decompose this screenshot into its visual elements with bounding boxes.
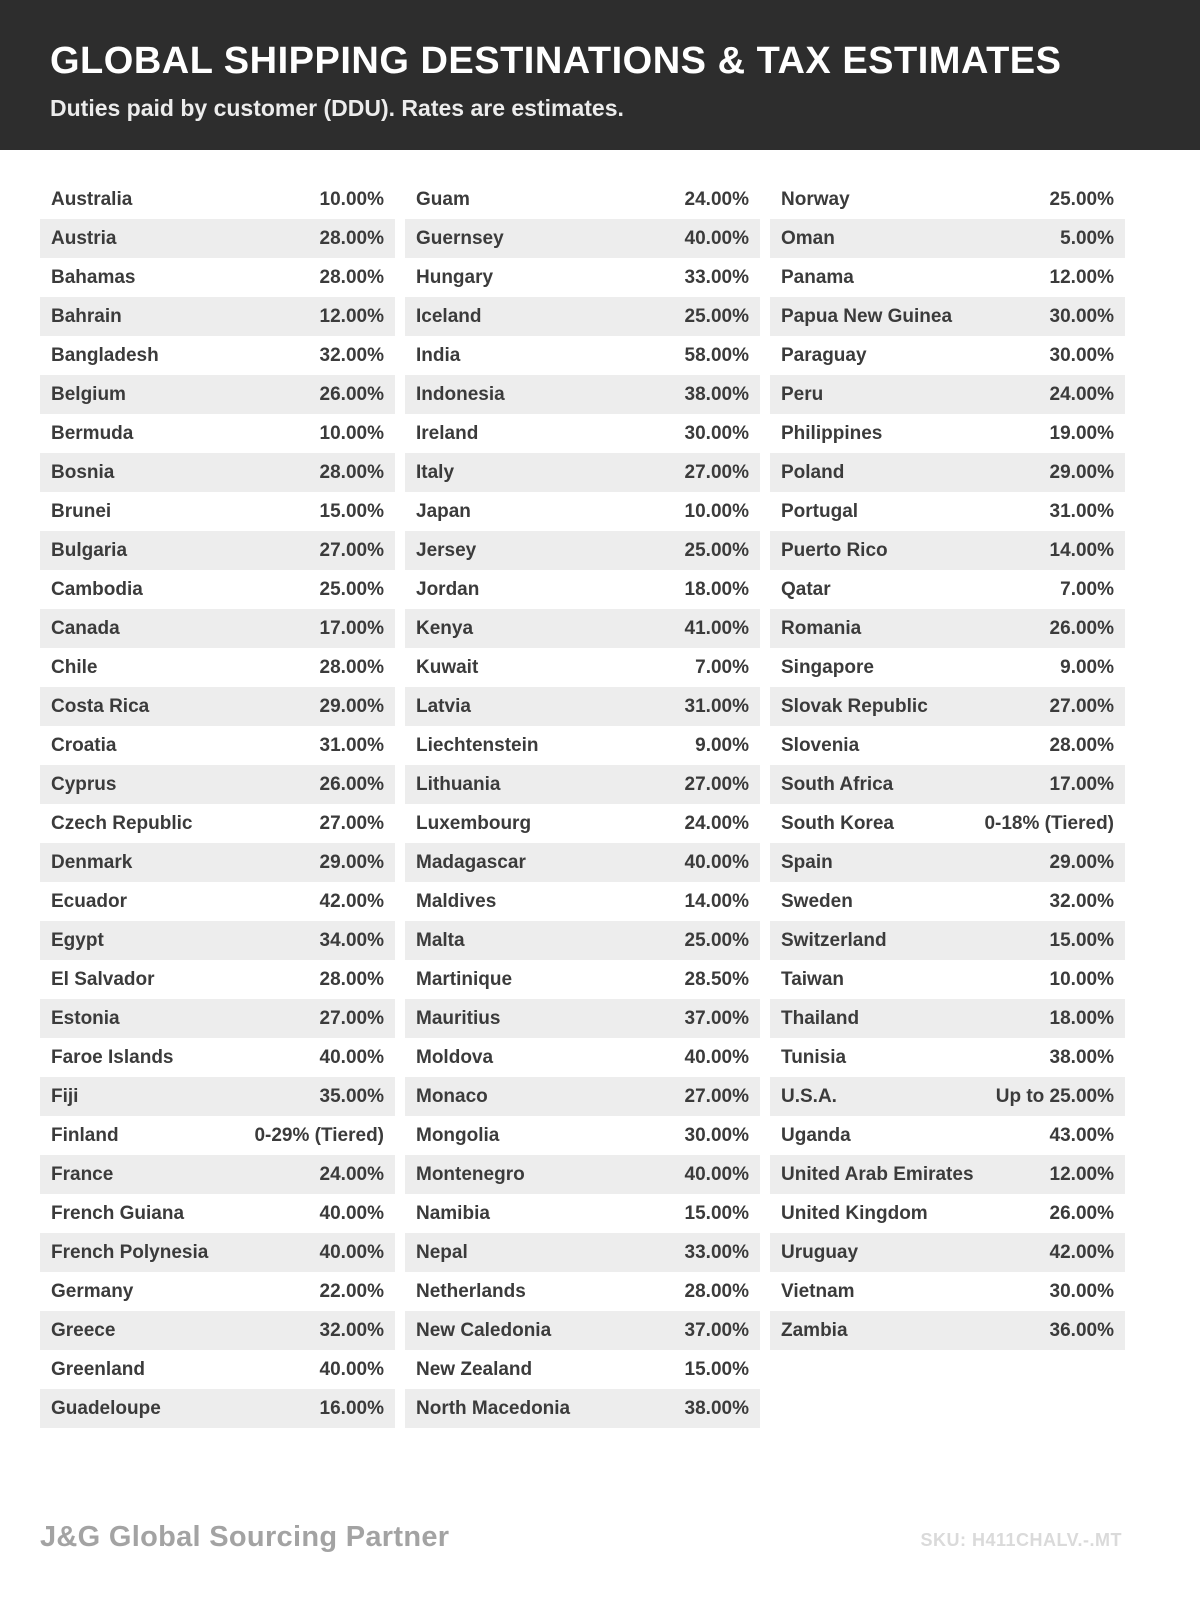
tax-rate: 36.00%	[1049, 1319, 1114, 1341]
country-name: Uruguay	[781, 1241, 859, 1263]
country-name: Cambodia	[51, 578, 143, 600]
country-name: Greece	[51, 1319, 116, 1341]
country-name: Maldives	[416, 890, 497, 912]
table-row	[40, 999, 395, 1038]
tax-rate: 27.00%	[319, 812, 384, 834]
table-row	[40, 1389, 395, 1428]
table-row	[405, 726, 760, 765]
country-name: Panama	[781, 266, 854, 288]
table-row	[770, 726, 1125, 765]
table-row	[770, 882, 1125, 921]
table-row	[40, 882, 395, 921]
country-name: Bahrain	[51, 305, 122, 327]
tax-rate: 9.00%	[695, 734, 749, 756]
table-row	[770, 765, 1125, 804]
tax-rate: 43.00%	[1049, 1124, 1114, 1146]
country-name: North Macedonia	[416, 1397, 571, 1419]
tax-rate: 31.00%	[1049, 500, 1114, 522]
table-row	[40, 1194, 395, 1233]
tax-rate: 30.00%	[1049, 344, 1114, 366]
table-row	[770, 336, 1125, 375]
country-name: Croatia	[51, 734, 117, 756]
tax-rate: 25.00%	[319, 578, 384, 600]
tax-rate: 17.00%	[319, 617, 384, 639]
page-title: GLOBAL SHIPPING DESTINATIONS & TAX ESTIMATES	[50, 40, 1062, 82]
table-row	[405, 1116, 760, 1155]
tax-rate: 18.00%	[1049, 1007, 1114, 1029]
tax-rate: 0-29% (Tiered)	[254, 1124, 384, 1146]
tax-rate: 40.00%	[684, 851, 749, 873]
tax-rate: 37.00%	[684, 1007, 749, 1029]
tax-rate: 24.00%	[1049, 383, 1114, 405]
table-row	[770, 960, 1125, 999]
sku-label: SKU: H411CHALV.-.MT	[920, 1530, 1122, 1550]
table-row	[40, 609, 395, 648]
table-row	[40, 921, 395, 960]
country-name: Peru	[781, 383, 824, 405]
tax-rate: 15.00%	[1049, 929, 1114, 951]
tax-rate: 26.00%	[319, 773, 384, 795]
rates-table	[0, 150, 1200, 1428]
tax-rate: 29.00%	[1049, 461, 1114, 483]
table-row	[770, 1155, 1125, 1194]
tax-rate: 10.00%	[319, 188, 384, 210]
tax-rate: 10.00%	[1049, 968, 1114, 990]
rates-column-1	[40, 180, 395, 1428]
tax-rate: 32.00%	[1049, 890, 1114, 912]
tax-rate: 41.00%	[684, 617, 749, 639]
table-row	[770, 609, 1125, 648]
table-row	[770, 1077, 1125, 1116]
tax-rate: 42.00%	[319, 890, 384, 912]
tax-rate: 40.00%	[319, 1358, 384, 1380]
country-name: French Guiana	[51, 1202, 185, 1224]
country-name: Guernsey	[416, 227, 504, 249]
page-footer	[40, 1521, 1122, 1554]
tax-rate: 27.00%	[319, 539, 384, 561]
table-row	[770, 570, 1125, 609]
tax-rate: 27.00%	[684, 773, 749, 795]
country-name: Spain	[781, 851, 833, 873]
country-name: Oman	[781, 227, 835, 249]
table-row	[405, 1272, 760, 1311]
tax-rate: 5.00%	[1060, 227, 1114, 249]
tax-rate: 7.00%	[1060, 578, 1114, 600]
table-row	[40, 453, 395, 492]
country-name: Nepal	[416, 1241, 468, 1263]
tax-rate: 10.00%	[319, 422, 384, 444]
country-name: Mongolia	[416, 1124, 500, 1146]
table-row	[770, 999, 1125, 1038]
table-row	[770, 258, 1125, 297]
table-row	[40, 375, 395, 414]
country-name: Brunei	[51, 500, 112, 522]
table-row	[405, 1077, 760, 1116]
country-name: Martinique	[416, 968, 513, 990]
rates-column-2	[405, 180, 760, 1428]
tax-rate: 26.00%	[319, 383, 384, 405]
country-name: United Kingdom	[781, 1202, 928, 1224]
tax-rate: 24.00%	[684, 188, 749, 210]
table-row	[770, 843, 1125, 882]
tax-rate: 9.00%	[1060, 656, 1114, 678]
country-name: Cyprus	[51, 773, 117, 795]
table-row	[405, 960, 760, 999]
tax-rate: 27.00%	[319, 1007, 384, 1029]
country-name: Australia	[51, 188, 133, 210]
table-row	[770, 1116, 1125, 1155]
table-row	[405, 180, 760, 219]
table-row	[770, 1272, 1125, 1311]
tax-rate: 12.00%	[319, 305, 384, 327]
table-row	[405, 1350, 760, 1389]
tax-rate: 58.00%	[684, 344, 749, 366]
country-name: United Arab Emirates	[781, 1163, 974, 1185]
table-row	[770, 219, 1125, 258]
tax-rate: 38.00%	[1049, 1046, 1114, 1068]
country-name: Lithuania	[416, 773, 501, 795]
table-row	[405, 336, 760, 375]
country-name: Costa Rica	[51, 695, 150, 717]
tax-rate: 15.00%	[319, 500, 384, 522]
table-row	[405, 531, 760, 570]
tax-rate: 30.00%	[1049, 305, 1114, 327]
table-row	[40, 219, 395, 258]
table-row	[40, 180, 395, 219]
country-name: Singapore	[781, 656, 874, 678]
tax-rate: 40.00%	[319, 1046, 384, 1068]
country-name: Liechtenstein	[416, 734, 539, 756]
table-row	[40, 414, 395, 453]
country-name: Sweden	[781, 890, 853, 912]
country-name: Romania	[781, 617, 862, 639]
tax-rate: 28.00%	[684, 1280, 749, 1302]
country-name: Fiji	[51, 1085, 79, 1107]
table-row	[405, 570, 760, 609]
country-name: France	[51, 1163, 114, 1185]
tax-rate: 12.00%	[1049, 266, 1114, 288]
table-row	[405, 765, 760, 804]
country-name: Netherlands	[416, 1280, 526, 1302]
country-name: Jersey	[416, 539, 477, 561]
country-name: Slovenia	[781, 734, 860, 756]
tax-rate: 28.00%	[319, 266, 384, 288]
table-row	[405, 1311, 760, 1350]
table-row	[770, 1194, 1125, 1233]
country-name: Papua New Guinea	[781, 305, 953, 327]
tax-rate: 14.00%	[1049, 539, 1114, 561]
tax-rate: 35.00%	[319, 1085, 384, 1107]
country-name: Paraguay	[781, 344, 867, 366]
country-name: Malta	[416, 929, 465, 951]
tax-rate: 15.00%	[684, 1202, 749, 1224]
country-name: Bangladesh	[51, 344, 159, 366]
table-row	[40, 648, 395, 687]
tax-rate: 22.00%	[319, 1280, 384, 1302]
country-name: Uganda	[781, 1124, 851, 1146]
country-name: Montenegro	[416, 1163, 525, 1185]
country-name: Czech Republic	[51, 812, 193, 834]
country-name: Denmark	[51, 851, 133, 873]
country-name: Iceland	[416, 305, 482, 327]
country-name: Guadeloupe	[51, 1397, 161, 1419]
table-row	[405, 1038, 760, 1077]
table-row	[405, 648, 760, 687]
tax-rate: 25.00%	[1049, 188, 1114, 210]
tax-rate: 25.00%	[684, 305, 749, 327]
table-row	[770, 414, 1125, 453]
table-row	[40, 570, 395, 609]
country-name: Belgium	[51, 383, 126, 405]
table-row	[40, 1077, 395, 1116]
country-name: Portugal	[781, 500, 859, 522]
country-name: South Korea	[781, 812, 894, 834]
tax-rate: 27.00%	[684, 461, 749, 483]
tax-rate: 15.00%	[684, 1358, 749, 1380]
tax-rate: 30.00%	[684, 1124, 749, 1146]
table-row	[40, 1116, 395, 1155]
tax-rate: 0-18% (Tiered)	[984, 812, 1114, 834]
tax-rate: 10.00%	[684, 500, 749, 522]
country-name: Bosnia	[51, 461, 115, 483]
tax-rate: 28.00%	[1049, 734, 1114, 756]
table-row	[405, 999, 760, 1038]
tax-rate: 29.00%	[319, 851, 384, 873]
country-name: Latvia	[416, 695, 471, 717]
page-header	[0, 0, 1200, 150]
tax-rate: 26.00%	[1049, 1202, 1114, 1224]
table-row	[40, 765, 395, 804]
country-name: Namibia	[416, 1202, 490, 1224]
country-name: Mauritius	[416, 1007, 501, 1029]
table-row	[405, 1194, 760, 1233]
tax-rate: 14.00%	[684, 890, 749, 912]
country-name: Bahamas	[51, 266, 136, 288]
page-subtitle: Duties paid by customer (DDU). Rates are estimates.	[50, 95, 624, 121]
table-row	[770, 492, 1125, 531]
table-row	[40, 1155, 395, 1194]
table-row	[405, 258, 760, 297]
table-row	[40, 1233, 395, 1272]
country-name: Moldova	[416, 1046, 494, 1068]
table-row	[40, 960, 395, 999]
table-row	[405, 687, 760, 726]
country-name: South Africa	[781, 773, 894, 795]
tax-rate: 38.00%	[684, 1397, 749, 1419]
tax-rate: 28.00%	[319, 968, 384, 990]
tax-rate: Up to 25.00%	[995, 1085, 1114, 1107]
country-name: Norway	[781, 188, 850, 210]
country-name: Vietnam	[781, 1280, 855, 1302]
table-row	[40, 843, 395, 882]
table-row	[405, 453, 760, 492]
table-row	[770, 804, 1125, 843]
tax-rate: 40.00%	[684, 1163, 749, 1185]
tax-rate: 33.00%	[684, 1241, 749, 1263]
country-name: Germany	[51, 1280, 134, 1302]
country-name: U.S.A.	[781, 1085, 837, 1107]
table-row	[770, 1038, 1125, 1077]
tax-rate: 40.00%	[684, 227, 749, 249]
tax-rate: 29.00%	[1049, 851, 1114, 873]
table-row	[405, 921, 760, 960]
tax-rate: 16.00%	[319, 1397, 384, 1419]
tax-rate: 25.00%	[684, 929, 749, 951]
table-row	[40, 1311, 395, 1350]
table-row	[405, 297, 760, 336]
tax-rate: 31.00%	[319, 734, 384, 756]
tax-rate: 38.00%	[684, 383, 749, 405]
rates-column-3	[770, 180, 1125, 1350]
brand-name: J&G Global Sourcing Partner	[40, 1521, 450, 1553]
country-name: Slovak Republic	[781, 695, 928, 717]
country-name: Taiwan	[781, 968, 844, 990]
table-row	[770, 297, 1125, 336]
table-row	[40, 297, 395, 336]
country-name: Finland	[51, 1124, 119, 1146]
tax-rate: 12.00%	[1049, 1163, 1114, 1185]
table-row	[40, 1038, 395, 1077]
tax-rate: 40.00%	[319, 1202, 384, 1224]
country-name: El Salvador	[51, 968, 155, 990]
tax-rate: 29.00%	[319, 695, 384, 717]
tax-rate: 25.00%	[684, 539, 749, 561]
country-name: Estonia	[51, 1007, 120, 1029]
country-name: Tunisia	[781, 1046, 847, 1068]
table-row	[770, 1311, 1125, 1350]
tax-rate: 37.00%	[684, 1319, 749, 1341]
country-name: Ecuador	[51, 890, 128, 912]
tax-rate: 27.00%	[1049, 695, 1114, 717]
table-row	[405, 804, 760, 843]
country-name: Thailand	[781, 1007, 860, 1029]
tax-rate: 34.00%	[319, 929, 384, 951]
tax-rate: 24.00%	[319, 1163, 384, 1185]
table-row	[40, 336, 395, 375]
country-name: Egypt	[51, 929, 104, 951]
country-name: Hungary	[416, 266, 494, 288]
country-name: Faroe Islands	[51, 1046, 174, 1068]
table-row	[40, 531, 395, 570]
country-name: Italy	[416, 461, 455, 483]
country-name: Guam	[416, 188, 470, 210]
tax-rate: 32.00%	[319, 1319, 384, 1341]
tax-rate: 17.00%	[1049, 773, 1114, 795]
country-name: Bulgaria	[51, 539, 128, 561]
country-name: Qatar	[781, 578, 831, 600]
country-name: Zambia	[781, 1319, 848, 1341]
tax-rate: 28.00%	[319, 227, 384, 249]
country-name: Jordan	[416, 578, 480, 600]
table-row	[40, 258, 395, 297]
country-name: Monaco	[416, 1085, 488, 1107]
country-name: Japan	[416, 500, 471, 522]
country-name: Ireland	[416, 422, 479, 444]
tax-rate: 19.00%	[1049, 422, 1114, 444]
table-row	[40, 1350, 395, 1389]
tax-rate: 28.50%	[684, 968, 749, 990]
table-row	[405, 1233, 760, 1272]
tax-rate: 31.00%	[684, 695, 749, 717]
country-name: French Polynesia	[51, 1241, 209, 1263]
table-row	[40, 804, 395, 843]
country-name: Puerto Rico	[781, 539, 888, 561]
table-row	[40, 726, 395, 765]
table-row	[770, 1233, 1125, 1272]
tax-rate: 30.00%	[1049, 1280, 1114, 1302]
country-name: Luxembourg	[416, 812, 532, 834]
country-name: Kenya	[416, 617, 474, 639]
table-row	[40, 1272, 395, 1311]
country-name: Indonesia	[416, 383, 505, 405]
tax-rate: 18.00%	[684, 578, 749, 600]
table-row	[40, 492, 395, 531]
country-name: Madagascar	[416, 851, 526, 873]
tax-rate: 24.00%	[684, 812, 749, 834]
table-row	[405, 492, 760, 531]
country-name: New Caledonia	[416, 1319, 552, 1341]
tax-rate: 27.00%	[684, 1085, 749, 1107]
table-row	[405, 414, 760, 453]
tax-rate: 7.00%	[695, 656, 749, 678]
country-name: Bermuda	[51, 422, 134, 444]
tax-rate: 28.00%	[319, 461, 384, 483]
country-name: Poland	[781, 461, 845, 483]
country-name: Greenland	[51, 1358, 145, 1380]
country-name: India	[416, 344, 461, 366]
country-name: Chile	[51, 656, 98, 678]
country-name: Austria	[51, 227, 117, 249]
table-row	[770, 921, 1125, 960]
tax-rate: 30.00%	[684, 422, 749, 444]
table-row	[770, 687, 1125, 726]
table-row	[405, 843, 760, 882]
table-row	[770, 648, 1125, 687]
country-name: Kuwait	[416, 656, 479, 678]
country-name: Philippines	[781, 422, 883, 444]
tax-rate: 26.00%	[1049, 617, 1114, 639]
country-name: Switzerland	[781, 929, 887, 951]
tax-rate: 40.00%	[319, 1241, 384, 1263]
tax-rate: 28.00%	[319, 656, 384, 678]
tax-rate: 42.00%	[1049, 1241, 1114, 1263]
country-name: New Zealand	[416, 1358, 533, 1380]
country-name: Canada	[51, 617, 120, 639]
table-row	[405, 219, 760, 258]
table-row	[770, 453, 1125, 492]
table-row	[770, 180, 1125, 219]
table-row	[405, 1155, 760, 1194]
table-row	[770, 531, 1125, 570]
table-row	[40, 687, 395, 726]
tax-rate: 33.00%	[684, 266, 749, 288]
table-row	[405, 375, 760, 414]
table-row	[405, 1389, 760, 1428]
tax-rate: 40.00%	[684, 1046, 749, 1068]
table-row	[770, 375, 1125, 414]
tax-rate: 32.00%	[319, 344, 384, 366]
table-row	[405, 609, 760, 648]
table-row	[405, 882, 760, 921]
